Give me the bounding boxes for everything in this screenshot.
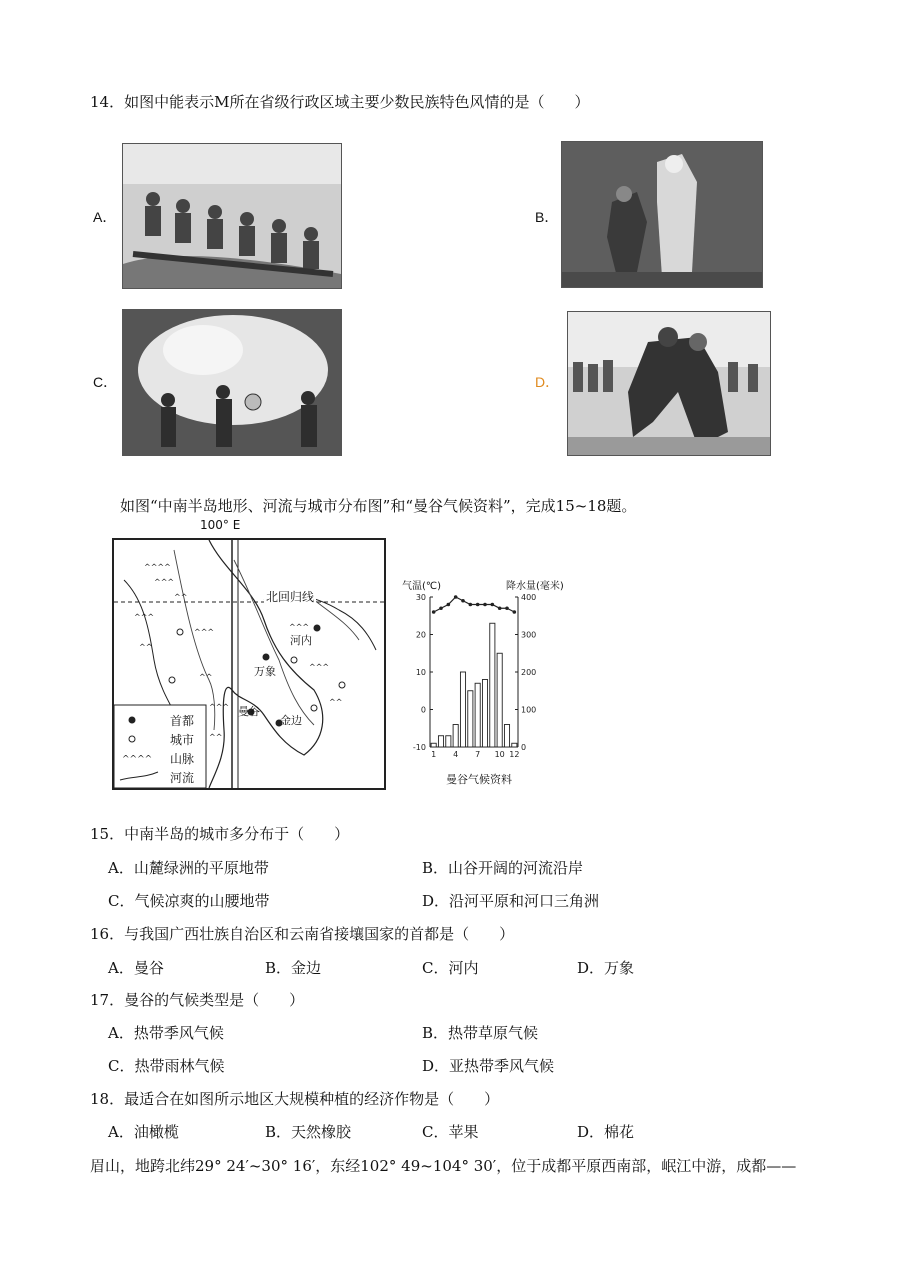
svg-text:^^^: ^^^: [209, 703, 230, 712]
legend-city: 城市: [170, 733, 195, 747]
temp-point: [491, 603, 495, 607]
dragon-boat-rowing-photo: [122, 143, 342, 289]
svg-text:^^: ^^: [199, 673, 213, 682]
q16-option-d: D．万象: [577, 959, 635, 977]
q18-option-d: D．棉花: [577, 1123, 635, 1141]
temp-line: [434, 597, 515, 612]
temp-point: [505, 606, 509, 610]
temp-tick-label: 20: [415, 630, 426, 640]
precip-tick-label: 400: [521, 593, 537, 602]
precip-axis-title: 降水量(毫米): [506, 581, 564, 592]
svg-text:^^^: ^^^: [289, 623, 310, 632]
q15-option-d: D．沿河平原和河口三角洲: [422, 892, 600, 910]
svg-text:^^^: ^^^: [134, 613, 155, 622]
climate-caption: 曼谷气候资料: [446, 773, 512, 786]
q16-option-a: A．曼谷: [108, 959, 164, 977]
q17-option-b: B．热带草原气候: [422, 1024, 539, 1042]
temp-tick-label: 0: [420, 705, 426, 715]
question-18-stem: 18．最适合在如图所示地区大规模种植的经济作物是（ ）: [90, 1090, 500, 1108]
precip-tick-label: 100: [521, 705, 537, 715]
precip-tick-label: 200: [521, 668, 537, 677]
bangkok-climate-chart: [398, 575, 583, 790]
question-16-stem: 16．与我国广西壮族自治区和云南省接壤国家的首都是（ ）: [90, 925, 515, 943]
q16-option-b: B．金边: [265, 959, 322, 977]
svg-text:^^: ^^: [329, 698, 343, 707]
wrestling-photo: [567, 311, 771, 456]
temp-point: [476, 603, 480, 607]
temp-point: [439, 606, 443, 610]
precip-bar: [438, 736, 443, 747]
svg-text:^^: ^^: [209, 733, 223, 742]
month-tick-label: 10: [494, 750, 505, 759]
temp-tick-label: 30: [415, 593, 426, 602]
q18-option-b: B．天然橡胶: [265, 1123, 352, 1141]
tropic-label: 北回归线: [266, 590, 315, 604]
passage-intro: 如图“中南半岛地形、河流与城市分布图”和“曼谷气候资料”，完成15~18题。: [120, 497, 637, 515]
temp-tick-label: 10: [415, 668, 426, 677]
q16-option-c: C．河内: [422, 959, 479, 977]
q15-option-c: C．气候凉爽的山腰地带: [108, 892, 270, 910]
water-splashing-festival-photo: [122, 309, 342, 456]
city-bangkok: 曼谷: [238, 705, 260, 718]
q15-option-b: B．山谷开阔的河流沿岸: [422, 859, 584, 877]
q18-option-a: A．油橄榄: [108, 1123, 179, 1141]
precip-bar: [446, 736, 451, 747]
q17-option-a: A．热带季风气候: [108, 1024, 224, 1042]
q17-option-d: D．亚热带季风气候: [422, 1057, 555, 1075]
svg-text:^^: ^^: [174, 593, 188, 602]
city-vientiane: 万象: [254, 665, 276, 678]
precip-bar: [453, 725, 458, 748]
month-tick-label: 7: [475, 750, 481, 759]
temp-point: [432, 610, 436, 614]
city-hanoi: 河内: [290, 634, 312, 647]
climate-plot: [398, 575, 583, 790]
question-14-stem: 14．如图中能表示M所在省级行政区域主要少数民族特色风情的是（ ）: [90, 93, 590, 111]
temp-tick-label: -10: [412, 743, 426, 752]
tibetan-dance-photo: [561, 141, 763, 288]
indochina-map: [112, 518, 386, 790]
option-a-label: A．: [93, 209, 117, 225]
q17-option-c: C．热带雨林气候: [108, 1057, 225, 1075]
legend-river: 河流: [170, 771, 195, 785]
svg-text:^^^: ^^^: [309, 663, 330, 672]
legend-capital: 首都: [170, 714, 195, 728]
city-phnom-penh: 金边: [280, 714, 302, 727]
temp-point: [447, 603, 451, 607]
precip-tick-label: 0: [521, 743, 527, 752]
temp-point: [461, 599, 465, 603]
question-17-stem: 17．曼谷的气候类型是（ ）: [90, 991, 305, 1009]
temp-point: [469, 603, 473, 607]
month-tick-label: 1: [431, 750, 437, 759]
option-b-label: B．: [535, 209, 559, 225]
temp-point: [483, 603, 487, 607]
q18-option-c: C．苹果: [422, 1123, 479, 1141]
month-tick-label: 4: [453, 750, 459, 759]
question-15-stem: 15．中南半岛的城市多分布于（ ）: [90, 825, 350, 843]
precip-bar: [468, 691, 473, 747]
option-d-label: D．: [535, 374, 560, 390]
precip-bar: [497, 653, 502, 747]
precip-bar: [460, 672, 465, 747]
precip-bar: [475, 683, 480, 747]
precip-bar: [490, 623, 495, 747]
meridian-label: 100° E: [200, 518, 241, 532]
month-tick-label: 12: [509, 750, 520, 759]
legend-mountain: 山脉: [170, 752, 195, 766]
precip-bar: [512, 743, 517, 747]
svg-text:^^^: ^^^: [194, 628, 215, 637]
next-passage-start: 眉山，地跨北纬29° 24′~30° 16′，东经102° 49~104° 30′，位于成都平原西南部，岷江中游，成都——: [90, 1157, 797, 1175]
svg-text:^^^^: ^^^^: [122, 755, 153, 765]
precip-bar: [431, 743, 436, 747]
temp-point: [498, 606, 502, 610]
svg-text:^^^: ^^^: [154, 578, 175, 587]
precip-bar: [482, 680, 487, 748]
temp-point: [513, 610, 517, 614]
option-c-label: C．: [93, 374, 118, 390]
svg-text:^^^^: ^^^^: [144, 563, 171, 572]
precip-bar: [504, 725, 509, 748]
precip-tick-label: 300: [521, 630, 537, 640]
svg-text:^^: ^^: [139, 643, 153, 652]
temp-point: [454, 595, 458, 599]
temp-axis-title: 气温(℃): [402, 581, 442, 592]
q15-option-a: A．山麓绿洲的平原地带: [108, 859, 269, 877]
